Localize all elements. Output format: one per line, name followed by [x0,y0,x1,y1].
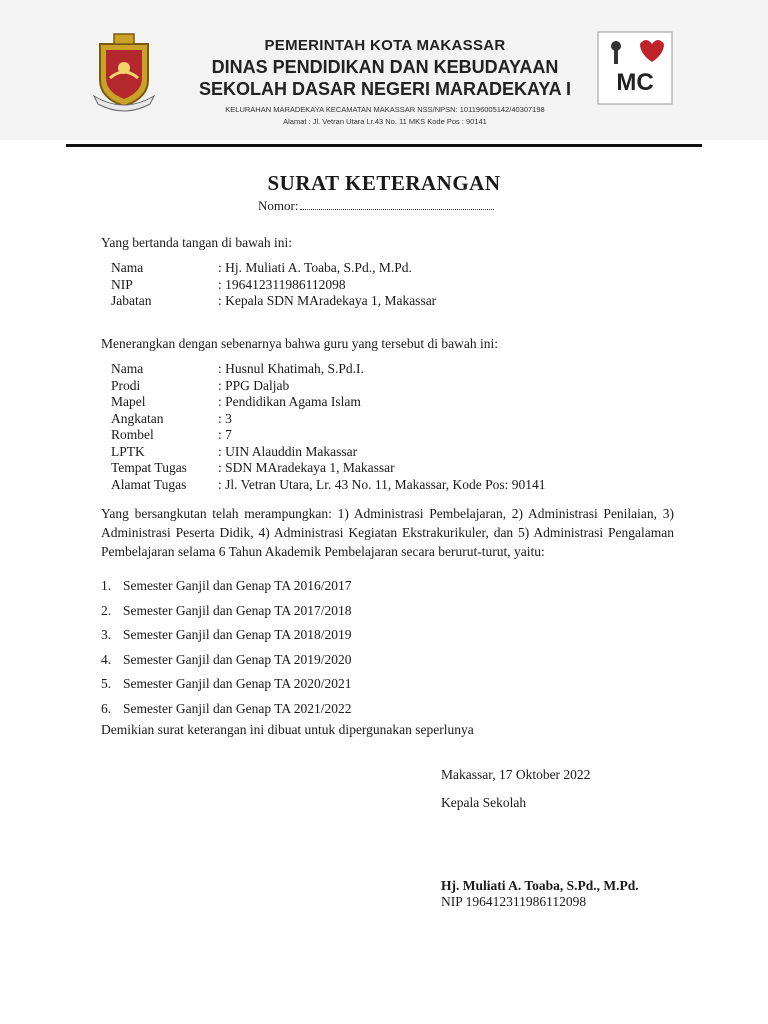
teacher-table [111,361,546,493]
document-title: SURAT KETERANGAN [267,171,501,195]
body-paragraph: Yang bersangkutan telah merampungkan: 1) Administrasi Pembelajaran, 2) Administrasi Penilaian, 3) Administrasi Peserta Didik, 4) Administrasi Kegiatan Ekstrakurikuler, dan 5) Administrasi Pengalaman Pembelajaran selama 6 Tahun Akademik Pembelajaran secara berurut-turut, yaitu: [101,506,674,559]
letterhead [0,0,768,140]
letter-number [258,198,494,214]
signature-position: Kepala Sekolah [441,795,527,810]
school-logo-icon [596,30,674,106]
list-item: 2. Semester Ganjil dan Genap TA 2017/2018 [101,602,352,618]
letterhead-line-2: DINAS PENDIDIKAN DAN KEBUDAYAAN [211,57,559,77]
signatory-row: Nama : Hj. Muliati A. Toaba, S.Pd., M.Pd. [111,260,412,275]
letterhead-line-4: KELURAHAN MARADEKAYA KECAMATAN MAKASSAR NSS/NPSN: 101196005142/40307198 [225,105,545,114]
city-emblem-icon [88,30,160,112]
letterhead-divider [66,144,702,147]
list-item: 4. Semester Ganjil dan Genap TA 2019/2020 [101,651,352,667]
letter-number-label: Nomor: [258,198,299,213]
signature-place-date: Makassar, 17 Oktober 2022 [441,767,591,782]
signature-nip: NIP 196412311986112098 [441,894,587,909]
letterhead-line-5: Alamat : Jl. Vetran Utara Lr.43 No. 11 MKS Kode Pos : 90141 [283,117,487,126]
signature-name: Hj. Muliati A. Toaba, S.Pd., M.Pd. [441,878,639,893]
list-item: 5. Semester Ganjil dan Genap TA 2020/2021 [101,676,352,691]
school-logo-text: MC [616,69,654,96]
teacher-row: LPTK : UIN Alauddin Makassar [111,443,358,459]
list-item: 6. Semester Ganjil dan Genap TA 2021/2022 [101,700,352,716]
teacher-row: Mapel : Pendidikan Agama Islam [111,394,361,409]
letterhead-line-3: SEKOLAH DASAR NEGERI MARADEKAYA I [198,79,572,99]
teacher-row: Rombel : 7 [111,427,232,442]
signatory-row: NIP : 196412311986112098 [111,276,346,292]
list-item: 1. Semester Ganjil dan Genap TA 2016/2017 [101,578,352,593]
statement-text: Menerangkan dengan sebenarnya bahwa guru yang tersebut di bawah ini: [101,336,498,351]
signatory-row: Jabatan : Kepala SDN MAradekaya 1, Makassar [111,293,437,308]
teacher-row: Angkatan : 3 [111,410,232,426]
letter-number-blank [300,199,494,210]
teacher-row: Prodi : PPG Daljab [111,377,290,393]
list-item: 3. Semester Ganjil dan Genap TA 2018/2019 [101,627,352,642]
signatory-table [111,260,436,310]
teacher-row: Tempat Tugas : SDN MAradekaya 1, Makassar [111,460,395,475]
letterhead-line-1: PEMERINTAH KOTA MAKASSAR [264,37,506,54]
semester-list [101,576,352,723]
intro-text: Yang bertanda tangan di bawah ini: [101,235,292,250]
teacher-row: Alamat Tugas : Jl. Vetran Utara, Lr. 43 No. 11, Makassar, Kode Pos: 90141 [111,476,546,492]
teacher-row: Nama : Husnul Khatimah, S.Pd.I. [111,361,364,376]
closing-text: Demikian surat keterangan ini dibuat untuk dipergunakan seperlunya [101,722,474,737]
